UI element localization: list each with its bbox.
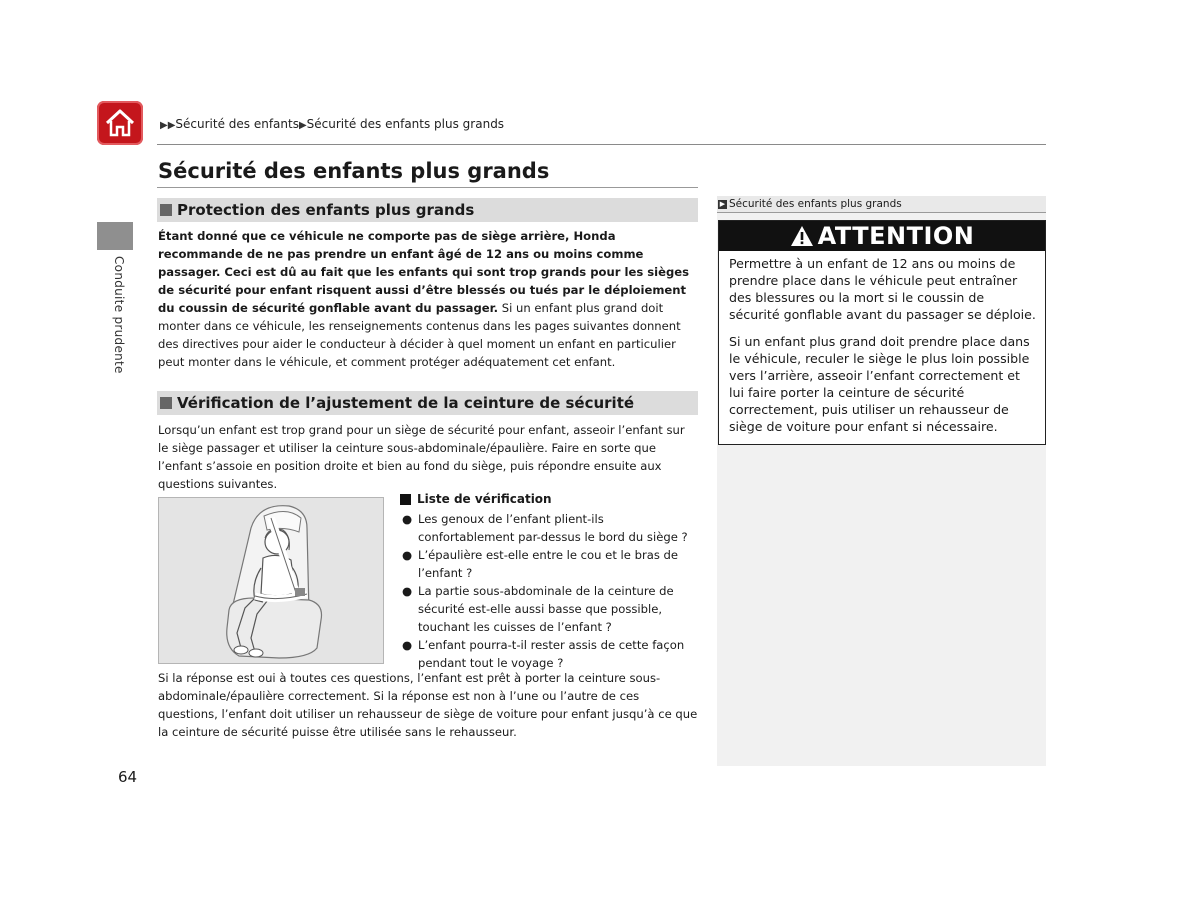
title-divider — [157, 187, 698, 188]
bullet-icon: ● — [402, 584, 413, 598]
protection-bold-text: Étant donné que ce véhicule ne comporte pas de siège arrière, Honda recommande de ne pas prendre un enfant âgé de 12 ans ou moins comme passager. Ceci est dû au fait que les enfants qui sont trop grands pour les sièges de sécurité pour enfant risquent aussi d’être blessés ou tués par le déploiement du coussin de sécurité gonflable avant du passager. — [158, 229, 690, 315]
breadcrumb-arrows: ▶▶ — [160, 120, 176, 131]
section-title: Protection des enfants plus grands — [177, 201, 475, 219]
checklist-heading — [400, 492, 552, 506]
bullet-icon: ● — [402, 548, 413, 562]
page-number: 64 — [118, 768, 138, 786]
side-panel-reference-label: Sécurité des enfants plus grands — [729, 198, 902, 210]
checklist-item: ● L’épaulière est-elle entre le cou et le bras de l’enfant ? — [402, 548, 679, 580]
reference-arrow-icon: ▶ — [719, 199, 726, 208]
section-marker-icon — [160, 204, 172, 216]
chapter-label: Conduite prudente — [112, 256, 126, 374]
section-marker-icon — [160, 397, 172, 409]
warning-title: ATTENTION — [817, 222, 975, 250]
warning-paragraph-1: Permettre à un enfant de 12 ans ou moins de prendre place dans le véhicule peut entraîner des blessures ou la mort si le coussin de sécurité gonflable avant du passager se déploie. — [729, 256, 1036, 322]
home-button[interactable] — [97, 101, 143, 145]
checklist-title: Liste de vérification — [417, 492, 552, 506]
warning-triangle-icon — [790, 225, 814, 247]
breadcrumb — [160, 117, 504, 131]
section-title: Vérification de l’ajustement de la ceinture de sécurité — [177, 394, 635, 412]
checklist-marker-icon — [400, 494, 411, 505]
protection-paragraph — [158, 227, 698, 371]
breadcrumb-item-current: Sécurité des enfants plus grands — [306, 117, 505, 131]
belt-check-conclusion: Si la réponse est oui à toutes ces questions, l’enfant est prêt à porter la ceinture sous-abdominale/épaulière correctement. Si la réponse est non à l’une ou l’autre de ces questions, l’enfant doit utiliser un rehausseur de siège de voiture pour enfant jusqu’à ce que la ceinture de sécurité puisse être utilisée sans le rehausseur. — [158, 671, 698, 739]
warning-header — [719, 221, 1045, 251]
side-panel-reference[interactable] — [717, 196, 1046, 213]
home-icon — [103, 106, 137, 140]
checklist-item: ● Les genoux de l’enfant plient-ils confortablement par-dessus le bord du siège ? — [402, 512, 688, 544]
bullet-icon: ● — [402, 512, 413, 526]
chapter-tab[interactable] — [97, 222, 133, 250]
protection-normal-text: Si un enfant plus grand doit monter dans ce véhicule, les renseignements contenus dans les pages suivantes donnent des directives pour aider le conducteur à décider à quel moment un enfant en particulier peut monter dans le véhicule, et comment protéger adéquatement cet enfant. — [158, 301, 681, 369]
breadcrumb-separator: ▶ — [298, 120, 307, 131]
section-header-protection — [157, 198, 698, 222]
checklist-item: ● L’enfant pourra-t-il rester assis de cette façon pendant tout le voyage ? — [402, 638, 685, 670]
header-divider — [157, 144, 1046, 145]
checklist — [400, 510, 700, 672]
breadcrumb-item-child-safety[interactable]: Sécurité des enfants — [175, 117, 299, 131]
checklist-item: ● La partie sous-abdominale de la ceinture de sécurité est-elle aussi basse que possible, touchant les cuisses de l’enfant ? — [402, 584, 674, 634]
bullet-icon: ● — [402, 638, 413, 652]
warning-paragraph-2: Si un enfant plus grand doit prendre place dans le véhicule, reculer le siège le plus loin possible vers l’arrière, asseoir l’enfant correctement et lui faire porter la ceinture de sécurité correctement, puis utiliser un rehausseur de siège de voiture pour enfant si nécessaire. — [729, 334, 1030, 434]
belt-check-intro: Lorsqu’un enfant est trop grand pour un siège de sécurité pour enfant, asseoir l’enfant sur le siège passager et utiliser la ceinture sous-abdominale/épaulière. Faire en sorte que l’enfant s’assoie en position droite et bien au fond du siège, puis répondre ensuite aux questions suivantes. — [158, 423, 685, 491]
section-header-belt-check — [157, 391, 698, 415]
page-title: Sécurité des enfants plus grands — [158, 159, 550, 183]
child-seat-illustration — [158, 497, 384, 664]
